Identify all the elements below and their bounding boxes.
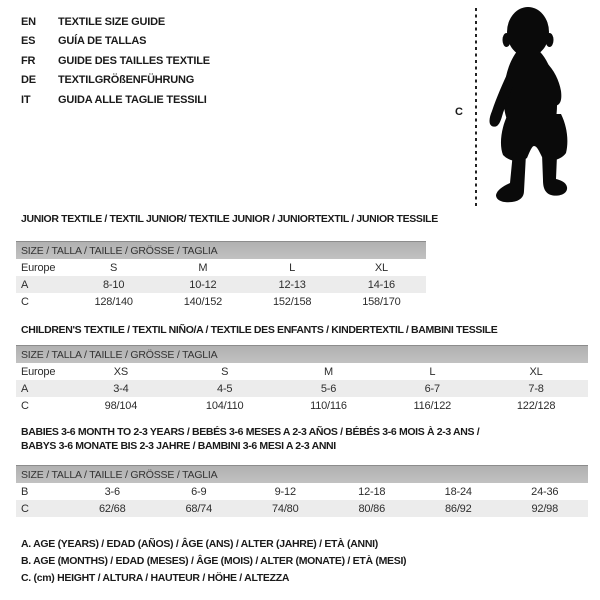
table-cell: S	[221, 365, 229, 378]
language-row	[21, 71, 210, 90]
language-label: TEXTILE SIZE GUIDE	[58, 16, 166, 28]
table-row	[16, 363, 588, 380]
table-cell: 7-8	[528, 382, 544, 395]
table-cell: XS	[113, 365, 129, 378]
table-row	[16, 380, 588, 397]
language-code: FR	[21, 54, 36, 67]
row-label: A	[21, 382, 29, 395]
table-cell: 62/68	[98, 502, 126, 515]
table-cell: 12-18	[358, 485, 386, 498]
table-cell: 12-13	[278, 278, 306, 291]
table-cell: 122/128	[516, 399, 556, 412]
row-label: C	[21, 399, 29, 412]
table-rows	[16, 483, 588, 517]
table-title	[21, 425, 588, 453]
table-row	[16, 483, 588, 500]
language-label: GUIDE DES TAILLES TEXTILE	[58, 54, 210, 67]
legend-note: C. (cm) HEIGHT / ALTURA / HAUTEUR / HÖHE / ALTEZZA	[21, 572, 290, 584]
table-cell: L	[429, 365, 436, 378]
language-list	[21, 13, 210, 110]
table-row	[16, 276, 426, 293]
table-row	[16, 293, 426, 310]
language-row	[21, 91, 210, 110]
table-cell: 6-9	[191, 485, 207, 498]
table-cell: 140/152	[183, 295, 223, 308]
table-cell: 110/116	[310, 399, 347, 412]
table-title-line: JUNIOR TEXTILE / TEXTIL JUNIOR/ TEXTILE JUNIOR / JUNIORTEXTIL / JUNIOR TESSILE	[21, 213, 438, 225]
table-cell: S	[110, 261, 118, 274]
table-row	[16, 259, 426, 276]
language-label: TEXTILGRÖßENFÜHRUNG	[58, 74, 195, 87]
table-cell: 18-24	[444, 485, 472, 498]
table-childrens-textile	[16, 323, 588, 414]
table-title	[21, 212, 438, 226]
language-code: IT	[21, 93, 31, 106]
table-rows	[16, 363, 588, 414]
table-cell: 4-5	[217, 382, 233, 395]
table-cell: 116/122	[413, 399, 452, 412]
row-label: Europe	[21, 261, 56, 274]
language-label: GUIDA ALLE TAGLIE TESSILI	[58, 93, 207, 106]
row-label: C	[21, 295, 29, 308]
table-cell: 152/158	[272, 295, 312, 308]
table-header-bar: SIZE / TALLA / TAILLE / GRÖSSE / TAGLIA	[16, 465, 588, 483]
table-cell: 128/140	[94, 295, 133, 308]
table-cell: 80/86	[358, 502, 386, 515]
table-junior-textile	[16, 212, 438, 310]
table-cell: 86/92	[444, 502, 472, 515]
legend-note: B. AGE (MONTHS) / EDAD (MESES) / ÂGE (MOIS) / ALTER (MONATE) / ETÀ (MESI)	[21, 555, 407, 567]
language-label: GUÍA DE TALLAS	[58, 35, 147, 48]
table-cell: 104/110	[205, 399, 244, 412]
table-title-line: CHILDREN'S TEXTILE / TEXTIL NIÑO/A / TEXTILE DES ENFANTS / KINDERTEXTIL / BAMBINI TESSILE	[21, 324, 498, 336]
table-title-line: BABYS 3-6 MONATE BIS 2-3 JAHRE / BAMBINI 3-6 MESI A 2-3 ANNI	[21, 440, 336, 452]
toddler-silhouette-icon	[484, 4, 594, 211]
table-cell: M	[324, 365, 333, 378]
language-code: EN	[21, 16, 36, 28]
table-cell: 14-16	[367, 278, 395, 291]
table-cell: 158/170	[362, 295, 401, 308]
height-measure-dashed-line	[475, 8, 477, 208]
table-title	[21, 323, 588, 337]
table-row	[16, 397, 588, 414]
row-label: Europe	[21, 365, 56, 378]
legend-note: A. AGE (YEARS) / EDAD (AÑOS) / ÂGE (ANS) / ALTER (JAHRE) / ETÀ (ANNI)	[21, 538, 378, 550]
table-cell: 6-7	[424, 382, 440, 395]
table-cell: XL	[374, 261, 388, 274]
table-cell: 68/74	[185, 502, 213, 515]
table-cell: 98/104	[104, 399, 138, 412]
language-row	[21, 52, 210, 71]
table-cell: 5-6	[320, 382, 337, 395]
table-cell: 3-6	[104, 485, 120, 498]
table-cell: 24-36	[531, 485, 559, 498]
measure-label-c: C	[455, 106, 463, 118]
table-cell: M	[198, 261, 208, 274]
table-row	[16, 500, 588, 517]
measure-legend-notes	[21, 536, 406, 587]
table-cell: 10-12	[189, 278, 217, 291]
language-row	[21, 32, 210, 51]
language-row	[21, 13, 210, 32]
table-babies-textile	[16, 425, 588, 517]
table-cell: 8-10	[103, 278, 125, 291]
table-header-bar: SIZE / TALLA / TAILLE / GRÖSSE / TAGLIA	[16, 241, 426, 259]
table-title-line: BABIES 3-6 MONTH TO 2-3 YEARS / BEBÉS 3-6 MESES A 2-3 AÑOS / BÉBÉS 3-6 MOIS À 2-3 ANS /	[21, 426, 480, 438]
table-cell: L	[289, 261, 296, 274]
language-code: ES	[21, 35, 36, 48]
table-cell: 92/98	[531, 502, 559, 515]
row-label: B	[21, 485, 29, 498]
table-cell: 3-4	[113, 382, 129, 395]
table-cell: 9-12	[274, 485, 296, 498]
row-label: C	[21, 502, 29, 515]
table-cell: 74/80	[271, 502, 299, 515]
table-rows	[16, 259, 426, 310]
table-header-bar: SIZE / TALLA / TAILLE / GRÖSSE / TAGLIA	[16, 345, 588, 363]
row-label: A	[21, 278, 29, 291]
table-cell: XL	[529, 365, 543, 378]
language-code: DE	[21, 74, 36, 87]
